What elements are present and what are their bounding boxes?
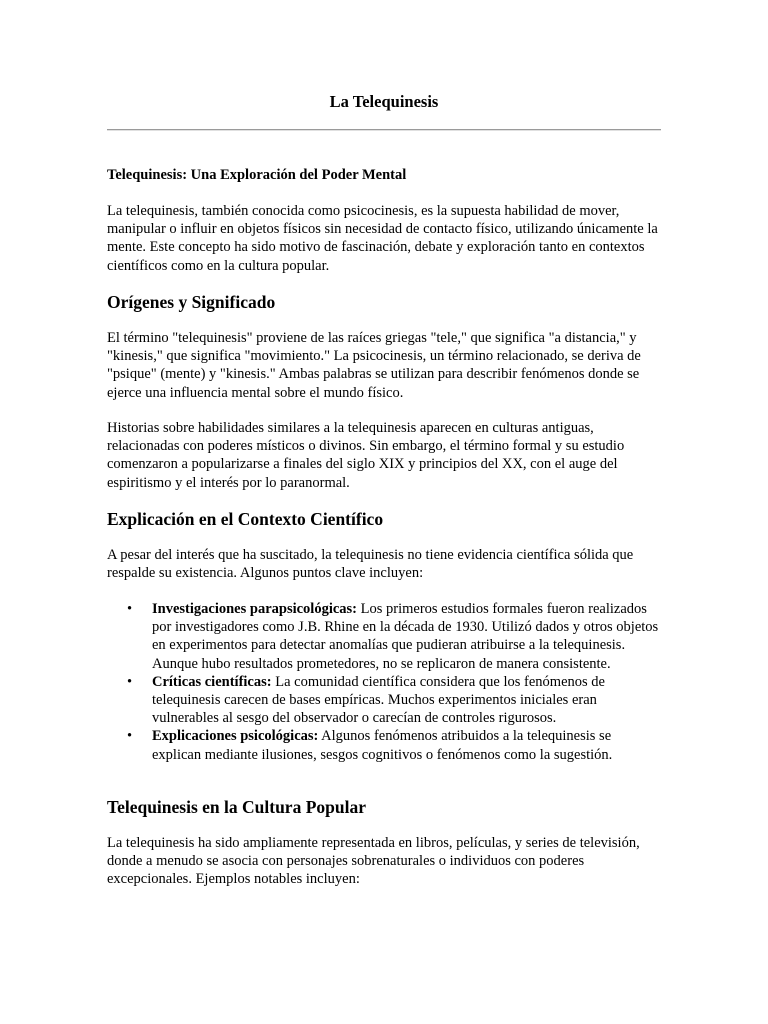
list-item [107,673,663,728]
list-item [107,727,663,763]
heading-origins: Orígenes y Significado [107,292,276,312]
origins-paragraph-1: El término "telequinesis" proviene de las raíces griegas "tele," que significa "a distancia," y "kinesis," que significa "movimiento." La psicocinesis, un término relacionado, se deriva de "psique" (mente) y "kinesis." Ambas palabras se utilizan para describir fenómenos donde se ejerce una influencia mental sobre el mundo físico. [107,330,641,401]
intro-paragraph: La telequinesis, también conocida como psicocinesis, es la supuesta habilidad de mover, manipular o influir en objetos físicos sin necesidad de contacto físico, utilizando únicamente la mente. Este concepto ha sido motivo de fascinación, debate y exploración tanto en contextos científicos como en la cultura popular. [107,203,658,274]
origins-paragraph-2: Historias sobre habilidades similares a la telequinesis aparecen en culturas antiguas, relacionadas con poderes místicos o divinos. Sin embargo, el término formal y su estudio comenzaron a popularizarse a finales del siglo XIX y principios del XX, con el auge del espiritismo y el interés por lo paranormal. [107,420,625,491]
document-title: La Telequinesis [329,92,439,111]
list-item-term: Investigaciones parapsicológicas: [152,601,358,617]
science-bullet-list [107,600,663,764]
document-subtitle: Telequinesis: Una Exploración del Poder Mental [107,167,407,183]
heading-science: Explicación en el Contexto Científico [107,509,384,529]
bullet-icon: • [127,601,133,617]
list-item-text: Algunos fenómenos atribuidos a la telequinesis se explican mediante ilusiones, sesgos cognitivos o fenómenos como la sugestión. [152,728,613,763]
heading-culture: Telequinesis en la Cultura Popular [107,797,366,817]
science-paragraph-1: A pesar del interés que ha suscitado, la telequinesis no tiene evidencia científica sólida que respalde su existencia. Algunos puntos clave incluyen: [107,547,634,582]
culture-paragraph-1: La telequinesis ha sido ampliamente representada en libros, películas, y series de televisión, donde a menudo se asocia con personajes sobrenaturales o individuos con poderes excepcionales. Ejemplos notables incluyen: [107,835,640,888]
list-item-term: Explicaciones psicológicas: [152,728,319,745]
list-item-text: La comunidad científica considera que los fenómenos de telequinesis carecen de bases empíricas. Muchos experimentos iniciales eran vulnerables al sesgo del observador o carecían de controles rigurosos. [152,673,605,727]
list-item-term: Críticas científicas: [152,673,272,690]
bullet-icon: • [127,728,133,745]
bullet-icon: • [127,673,133,690]
list-item [107,600,663,673]
title-divider [107,129,661,131]
list-item-text: Los primeros estudios formales fueron realizados por investigadores como J.B. Rhine en la década de 1930. Utilizó dados y otros objetos en experimentos para detectar anomalías que pudieran atribuirse a la telequinesis. Aunque hubo resultados prometedores, no se replicaron de manera consistente. [152,601,659,672]
